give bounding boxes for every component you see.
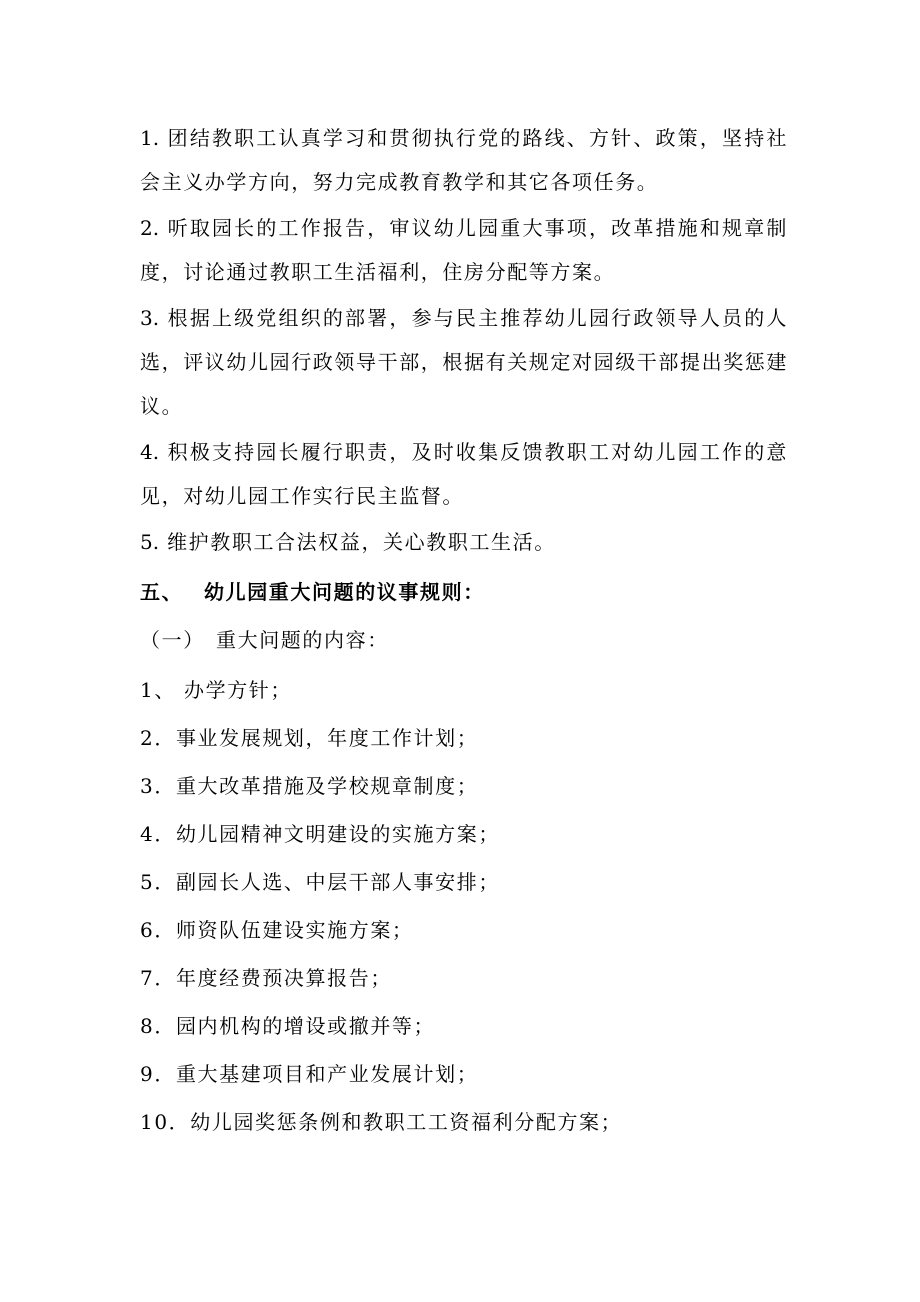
list-item-5 (140, 858, 788, 906)
list-item-number: 8． (140, 1014, 176, 1038)
duty-text: 根据上级党组织的部署，参与民主推荐幼儿园行政领导人员的人选，评议幼儿园行政领导干部，根据有关规定对园级干部提出奖惩建议。 (140, 306, 788, 418)
duty-text: 维护教职工合法权益，关心教职工生活。 (167, 530, 556, 554)
list-item-8 (140, 1002, 788, 1050)
list-item-number: 1、 (140, 678, 176, 702)
duty-paragraph-2 (140, 206, 788, 294)
list-item-text: 办学方针； (184, 678, 292, 702)
list-item-number: 10． (140, 1110, 191, 1134)
list-item-9 (140, 1050, 788, 1098)
list-item-text: 副园长人选、中层干部人事安排； (175, 870, 500, 894)
list-item-7 (140, 954, 788, 1002)
list-item-6 (140, 906, 788, 954)
list-item-text: 幼儿园精神文明建设的实施方案； (175, 822, 500, 846)
list-item-text: 重大改革措施及学校规章制度； (175, 774, 479, 798)
duty-number: 5. (140, 530, 160, 554)
duty-text: 积极支持园长履行职责，及时收集反馈教职工对幼儿园工作的意见，对幼儿园工作实行民主监督。 (140, 440, 788, 508)
duty-paragraph-5 (140, 520, 788, 564)
list-item-text: 年度经费预决算报告； (175, 966, 392, 990)
list-item-text: 重大基建项目和产业发展计划； (175, 1062, 479, 1086)
list-item-3 (140, 762, 788, 810)
duty-text: 团结教职工认真学习和贯彻执行党的路线、方针、政策，坚持社会主义办学方向，努力完成教育教学和其它各项任务。 (140, 126, 788, 194)
list-item-text: 幼儿园奖惩条例和教职工工资福利分配方案； (190, 1110, 623, 1134)
duty-text: 听取园长的工作报告，审议幼儿园重大事项，改革措施和规章制度，讨论通过教职工生活福利，住房分配等方案。 (140, 216, 788, 284)
list-item-number: 6． (140, 918, 176, 942)
list-item-number: 2． (140, 726, 176, 750)
list-item-number: 9． (140, 1062, 176, 1086)
list-item-text: 园内机构的增设或撤并等； (175, 1014, 436, 1038)
duty-paragraph-3 (140, 296, 788, 428)
list-item-number: 7． (140, 966, 176, 990)
subsection-number: （一） (140, 628, 205, 652)
list-item-4 (140, 810, 788, 858)
list-item-1 (140, 666, 788, 714)
list-item-2 (140, 714, 788, 762)
list-item-number: 5． (140, 870, 176, 894)
section-heading-five (140, 570, 788, 614)
section-title: 幼儿园重大问题的议事规则： (204, 580, 485, 604)
subsection-heading-one (140, 618, 788, 662)
duty-number: 1. (140, 126, 160, 150)
duty-number: 2. (140, 216, 160, 240)
duty-paragraph-4 (140, 430, 788, 518)
list-item-number: 4． (140, 822, 176, 846)
subsection-title: 重大问题的内容： (216, 628, 389, 652)
list-item-text: 事业发展规划，年度工作计划； (175, 726, 479, 750)
list-item-number: 3． (140, 774, 176, 798)
document-body (140, 116, 788, 1146)
duty-paragraph-1 (140, 116, 788, 204)
section-number: 五、 (140, 580, 184, 604)
duty-number: 4. (140, 440, 160, 464)
duty-number: 3. (140, 306, 160, 330)
list-item-text: 师资队伍建设实施方案； (175, 918, 414, 942)
list-item-10 (140, 1098, 788, 1146)
